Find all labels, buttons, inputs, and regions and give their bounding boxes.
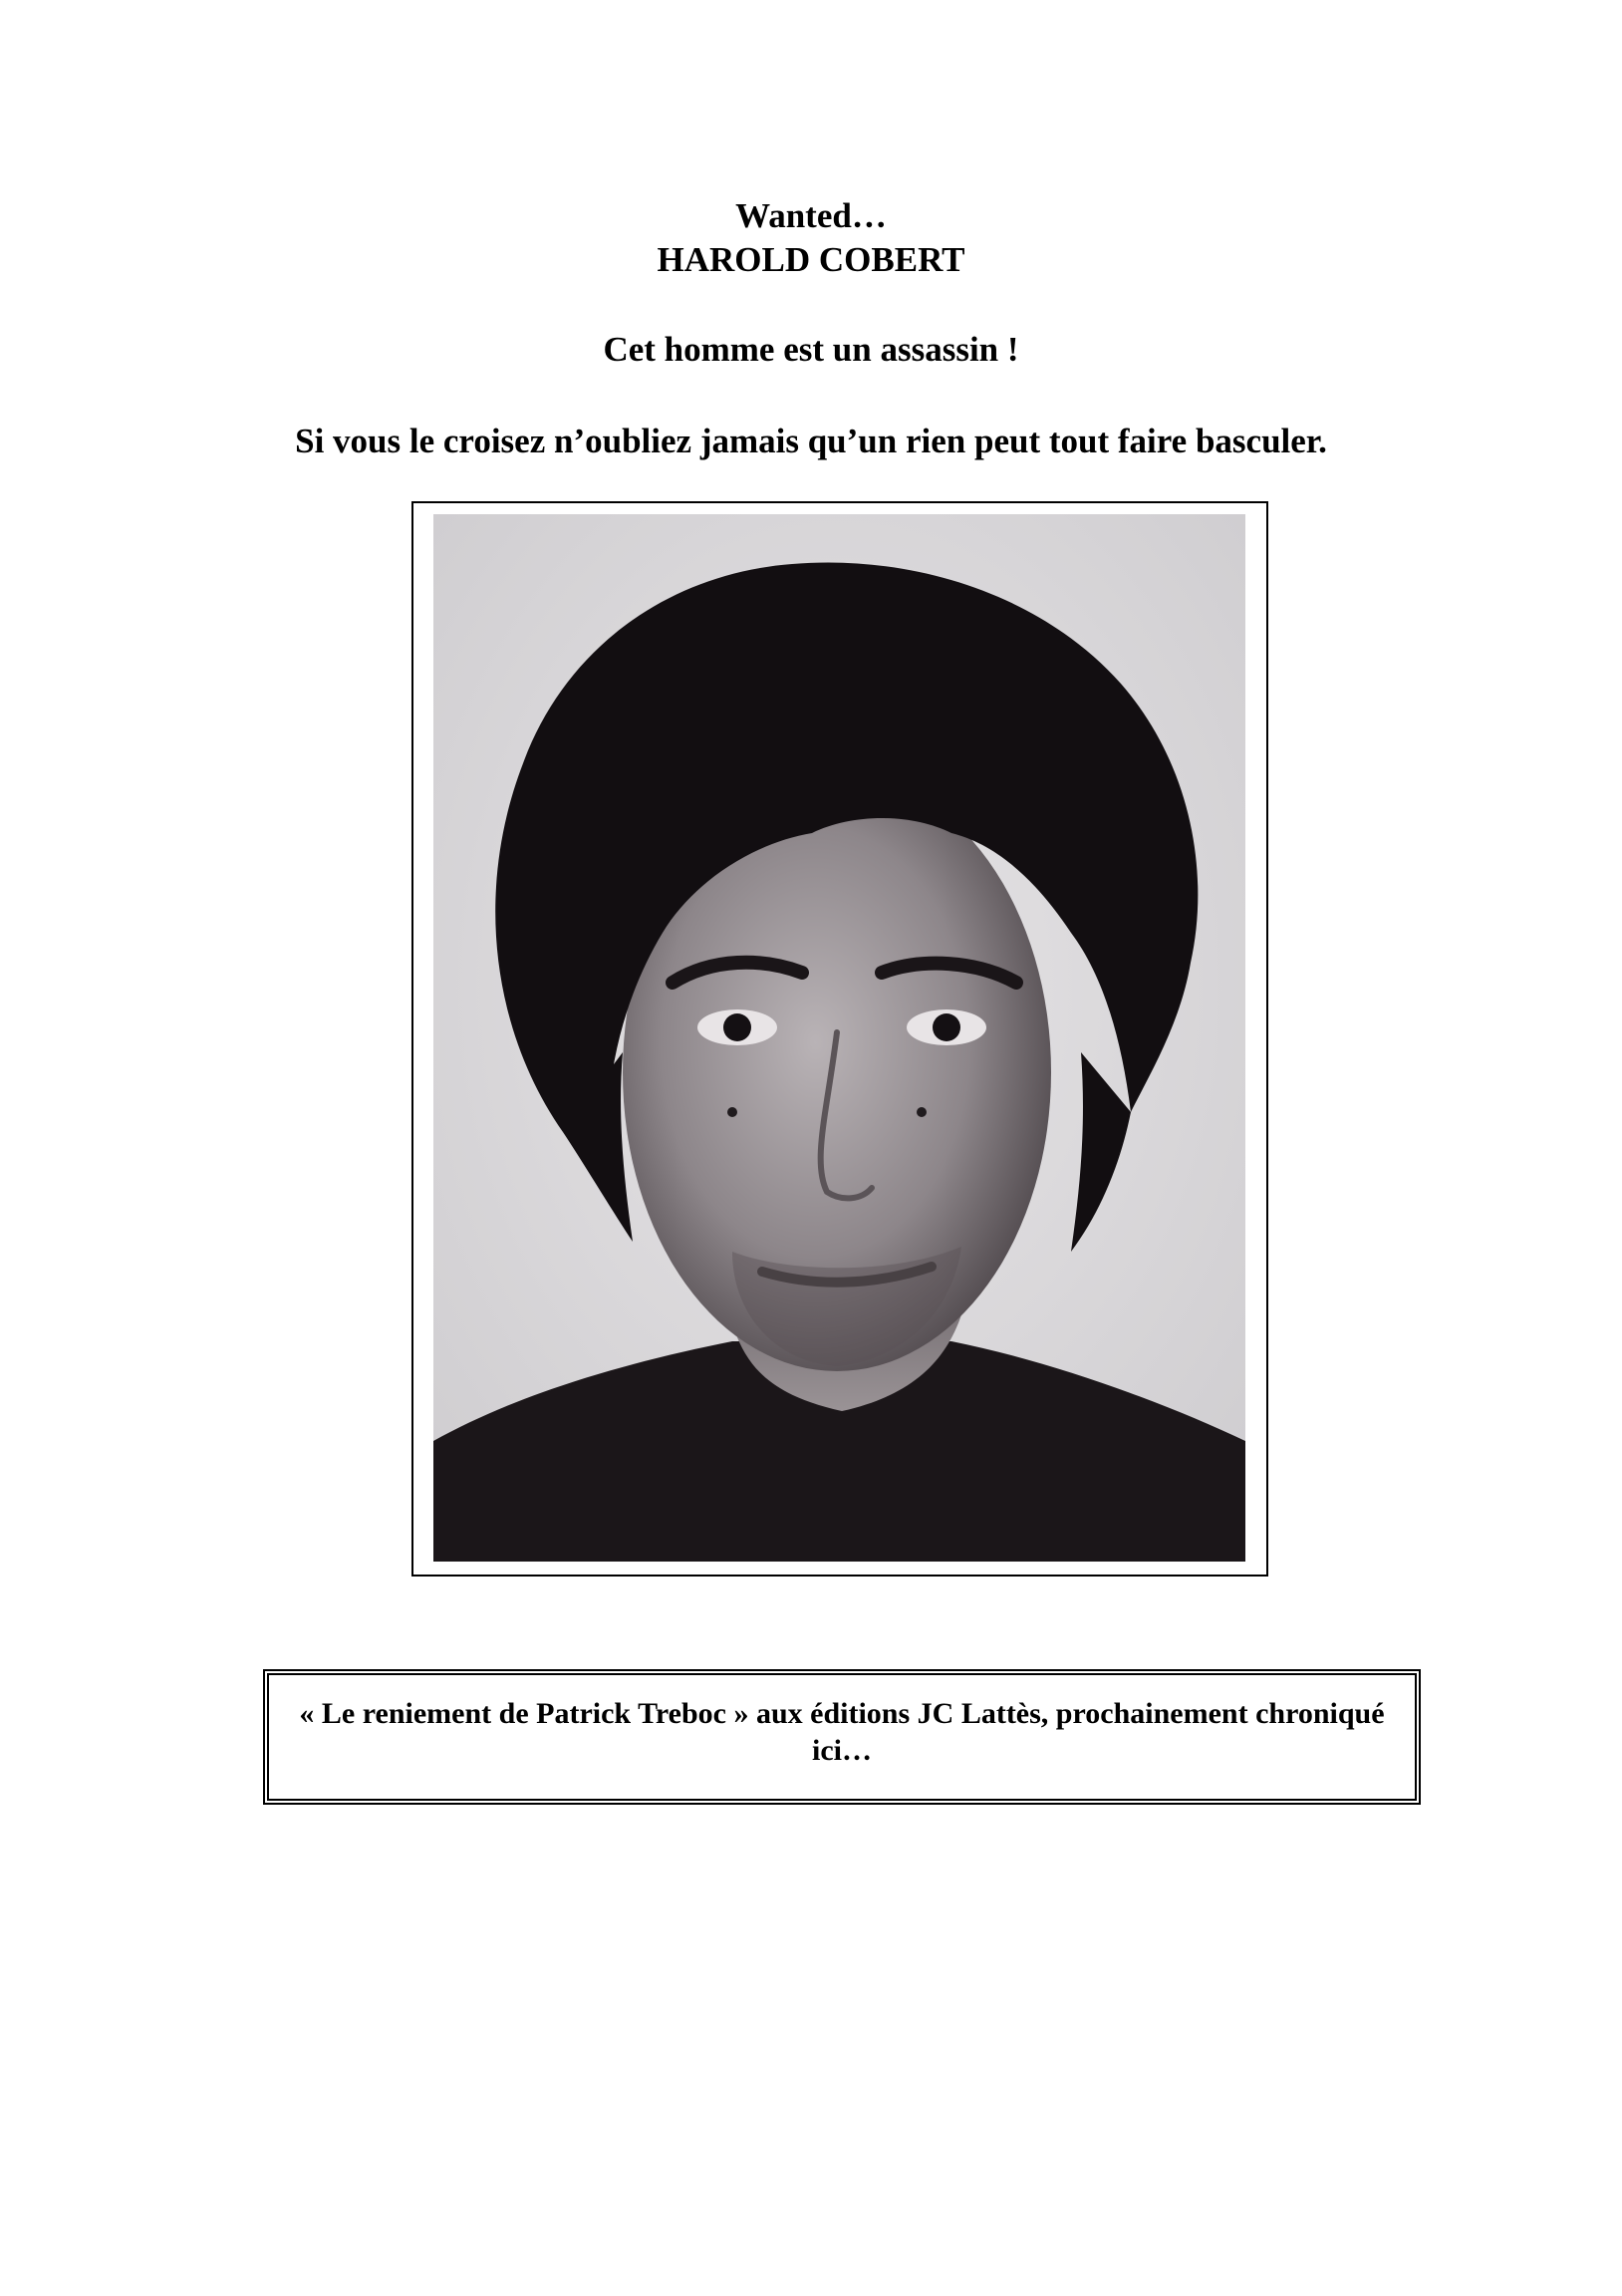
caption-box	[263, 1669, 1421, 1805]
person-name-heading: HAROLD COBERT	[657, 240, 965, 279]
photo-frame	[411, 501, 1268, 1577]
caption-text: « Le reniement de Patrick Treboc » aux éditions JC Lattès, prochainement chroniqué ici…	[299, 1697, 1385, 1767]
portrait-illustration	[433, 514, 1245, 1562]
wanted-heading: Wanted…	[735, 196, 887, 235]
warning-line: Si vous le croisez n’oubliez jamais qu’un rien peut tout faire basculer.	[295, 422, 1327, 460]
portrait-photo	[433, 514, 1245, 1562]
claim-line: Cet homme est un assassin !	[603, 330, 1019, 369]
